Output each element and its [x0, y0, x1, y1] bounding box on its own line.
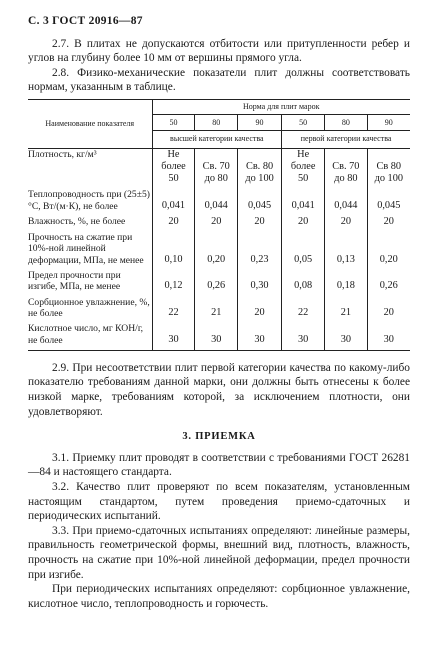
table-cell: 30	[282, 323, 325, 350]
table-cell: 20	[237, 216, 281, 232]
table-cell: Не более 50	[152, 148, 195, 189]
mark-header: 90	[367, 114, 410, 131]
table-row	[28, 232, 410, 270]
paragraph-2-9: 2.9. При несоответствии плит первой категории качества по какому-либо показателю требованиям данной марки, они должны быть отнесены к более низкой марке, требованиям которой, за исключением плотности, они удовлетворяют.	[28, 361, 410, 418]
paragraph-3-3: 3.3. При приемо-сдаточных испытаниях определяют: линейные размеры, правильность геометрической формы, внешний вид, плотность, влажность, прочность на сжатие при 10%-ной линейной деформации, предел прочности при изгибе.	[28, 524, 410, 581]
table-cell: 20	[152, 216, 195, 232]
paragraph-3-2: 3.2. Качество плит проверяют по всем показателям, установленным настоящим стандартом, путем проведения приемо-сдаточных и периодических испытаний.	[28, 480, 410, 523]
table-row	[28, 270, 410, 297]
table-cell: 0,18	[325, 270, 367, 297]
table-cell: 0,26	[195, 270, 237, 297]
table-cell: 0,045	[367, 189, 410, 216]
table-cell: 21	[195, 297, 237, 324]
group-first-header: первой категории качества	[282, 131, 410, 149]
group-high-header: высшей категории качества	[152, 131, 282, 149]
table-cell: 0,30	[237, 270, 281, 297]
table-cell: Не более 50	[282, 148, 325, 189]
col-name-header: Наименование показателя	[28, 99, 152, 148]
table-cell: 30	[152, 323, 195, 350]
row-label: Влажность, %, не более	[28, 215, 126, 227]
table-cell: 20	[282, 216, 325, 232]
mark-header: 50	[282, 114, 325, 131]
mark-header: 80	[195, 114, 237, 131]
table-cell: 30	[367, 323, 410, 350]
document-page	[28, 14, 410, 611]
table-cell: 0,044	[325, 189, 367, 216]
table-cell: 20	[367, 216, 410, 232]
mark-header: 50	[152, 114, 195, 131]
row-label: Прочность на сжатие при 10%-ной линейной деформации, МПа, не менее	[28, 232, 144, 266]
row-label: Предел прочности при изгибе, МПа, не менее	[28, 270, 121, 293]
table-cell: 30	[195, 323, 237, 350]
table-cell: 22	[152, 297, 195, 324]
table-cell: 0,044	[195, 189, 237, 216]
row-label: Кислотное число, мг КОН/г, не более	[28, 323, 152, 350]
table-row	[28, 216, 410, 232]
table-cell: Св. 70 до 80	[325, 148, 367, 189]
table-cell: 0,13	[325, 232, 367, 270]
table-cell: 0,12	[152, 270, 195, 297]
table-cell: Св. 70 до 80	[195, 148, 237, 189]
mark-header: 90	[237, 114, 281, 131]
paragraph-periodic: При периодических испытаниях определяют: сорбционное увлажнение, кислотное число, теплопроводность и горючесть.	[28, 583, 410, 610]
table-cell: 0,041	[282, 189, 325, 216]
table-cell: 20	[237, 297, 281, 324]
table-row	[28, 297, 410, 324]
mark-header: 80	[325, 114, 367, 131]
row-label: Сорбционное увлажнение, %, не более	[28, 296, 150, 319]
table-cell: 0,20	[367, 232, 410, 270]
table-cell: 20	[325, 216, 367, 232]
table-cell: Св 80 до 100	[367, 148, 410, 189]
table-cell: 0,05	[282, 232, 325, 270]
table-cell: 21	[325, 297, 367, 324]
table-cell: 0,20	[195, 232, 237, 270]
norm-header: Норма для плит марок	[152, 99, 410, 114]
table-cell: 0,041	[152, 189, 195, 216]
table-row	[28, 148, 410, 189]
row-label: Теплопроводность при (25±5)°С, Вт/(м·К), не более	[28, 189, 150, 212]
table-cell: 20	[195, 216, 237, 232]
table-cell: 30	[325, 323, 367, 350]
paragraph-2-7: 2.7. В плитах не допускаются отбитости или притупленности ребер и углов на глубину более 10 мм от вершины прямого угла.	[28, 37, 410, 65]
table-cell: 0,045	[237, 189, 281, 216]
row-label: Плотность, кг/м³	[28, 148, 97, 160]
table-cell: 0,08	[282, 270, 325, 297]
paragraph-3-1: 3.1. Приемку плит проводят в соответствии с требованиями ГОСТ 26281—84 и настоящего стандарта.	[28, 451, 410, 479]
table-cell: 0,23	[237, 232, 281, 270]
page-header: С. 3 ГОСТ 20916—87	[28, 15, 143, 27]
table-row	[28, 189, 410, 216]
table-cell: 0,10	[152, 232, 195, 270]
table-row	[28, 323, 410, 350]
table-cell: Св. 80 до 100	[237, 148, 281, 189]
table-cell: 20	[367, 297, 410, 324]
table-cell: 30	[237, 323, 281, 350]
table-cell: 22	[282, 297, 325, 324]
section-title: 3. ПРИЕМКА	[182, 431, 256, 443]
table-cell: 0,26	[367, 270, 410, 297]
norms-table	[28, 99, 410, 351]
paragraph-2-8: 2.8. Физико-механические показатели плит должны соответствовать нормам, указанным в таблице.	[28, 66, 410, 94]
